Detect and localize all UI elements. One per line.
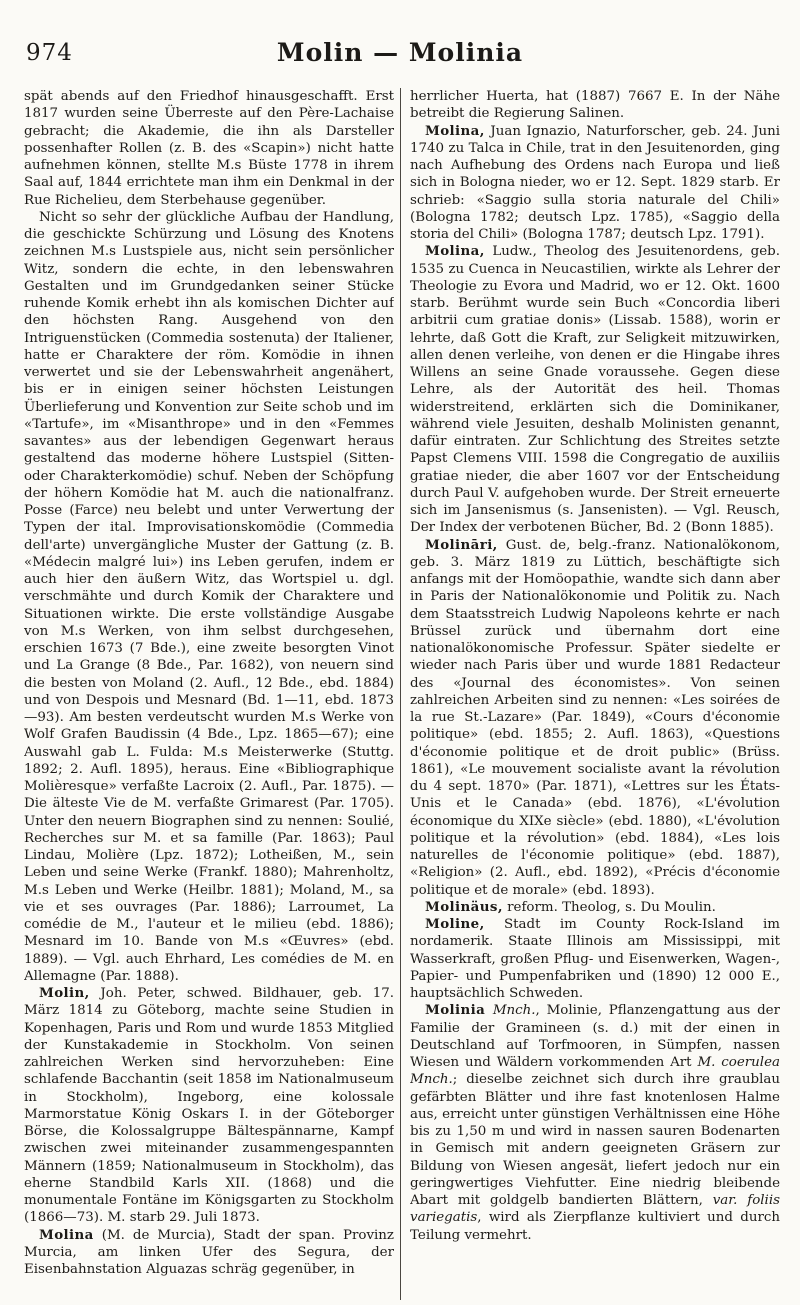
entry-molinia [410,1002,780,1244]
entry-moline [410,916,780,1002]
paragraph-text: Stadt im County Rock-Island im nordamerik. Staate Illinois am Mississippi, mit Wasserkraft, großen Pflug- und Eisenwerken, Wagen-, Papier- und Pumpenfabriken und (1890) 12 000 E., hauptsächlich Schweden. [410,917,780,1001]
entry-headword: Molinäus, [425,898,503,915]
entry-molina-naturforscher [410,123,780,244]
paragraph-text: , wird als Zierpflanze kultiviert und durch Teilung vermehrt. [410,1210,780,1243]
paragraph-continuation-moliere [24,88,394,209]
paragraph-text: , Molinie, Pflanzengattung aus der Familie der Gramineen (s. d.) mit der einen in Deutschland auf Torfmooren, in Sümpfen, nassen Wiesen und Wäldern vorkommenden Art [410,1003,780,1070]
botanical-authority: Mnch. [492,1003,536,1019]
species-name: M. coerulea Mnch. [410,1055,780,1088]
entry-headword: Molina, [425,122,485,139]
variety-name: var. foliis variegatis [410,1193,780,1226]
paragraph-text: Joh. Peter, schwed. Bildhauer, geb. 17. März 1814 zu Göteborg, machte seine Studien in Kopenhagen, Paris und Rom und wurde 1853 Mitglied der Kunstakademie in Stockholm. Von seinen zahlreichen Werken sind hervorzuheben: Eine schlafende Bacchantin (seit 1858 im Nationalmuseum in Stockholm), Ingeborg, eine kolossale Marmorstatue König Oskars I. in der Göteborger Börse, die Kolossalgruppe Bältespännarne, Kampf zwischen zwei miteinander zusammengespannten Männern (1859; Nationalmuseum in Stockholm), das eherne Standbild Karls XII. (1868) und die monumentale Fontäne im Königsgarten zu Stockholm (1866—73). M. starb 29. Juli 1873. [24,986,394,1226]
paragraph-text: Gust. de, belg.-franz. Nationalökonom, geb. 3. März 1819 zu Lüttich, beschäftigte sich anfangs mit der Homöopathie, wandte sich dann aber in Paris der Nationalökonomie und Politik zu. Nach dem Staatsstreich Ludwig Napoleons kehrte er nach Brüssel zurück und übernahm dort eine nationalökonomische Professur. Später siedelte er wieder nach Paris über und wurde 1881 Redacteur des «Journal des économistes». Von seinen zahlreichen Arbeiten sind zu nennen: «Les soirées de la rue St.-Lazare» (Par. 1849), «Cours d'économie politique» (ebd. 1855; 2. Aufl. 1863), «Questions d'économie politique et de droit public» (Brüss. 1861), «Le mouvement socialiste avant la révolution du 4 sept. 1870» (Par. 1871), «Lettres sur les États-Unis et le Canada» (ebd. 1876), «L'évolution économique du XIXe siècle» (ebd. 1880), «L'évolution politique et la révolution» (ebd. 1884), «Les lois naturelles de l'économie politique» (ebd. 1887), «Religion» (2. Aufl., ebd. 1892), «Précis d'économie politique et de morale» (ebd. 1893). [410,537,780,898]
entry-headword: Molina, [425,243,485,260]
entry-molinari [410,537,780,899]
right-column [410,88,780,1302]
paragraph-text: Nicht so sehr der glückliche Aufbau der Handlung, die geschickte Schürzung und Lösung des Knotens zeichnen M.s Lustspiele aus, nicht sein persönlicher Witz, sondern die echte, in den lebenswahren Gestalten und im Grundgedanken seiner Stücke ruhende Komik erhebt ihn als komischen Dichter auf den höchsten Rang. Ausgehend von den Intriguenstücken (Commedia sostenuta) der Italiener, hatte er Charaktere der röm. Komödie in ihnen verwertet und sie der Lebenswahrheit angenähert, bis er in einigen seiner höchsten Leistungen Überlieferung und Konvention zur Seite schob und im «Tartufe», im «Misanthrope» und in den «Femmes savantes» aus der lebendigen Gegenwart heraus gestaltend das moderne höhere Lustspiel (Sitten- oder Charakterkomödie) schuf. Neben der Schöpfung der höhern Komödie hat M. auch die nationalfranz. Posse (Farce) neu belebt und unter Verwertung der Typen der ital. Improvisationskomödie (Commedia dell'arte) unvergängliche Muster der Gattung (z. B. «Médecin malgré lui») ins Leben gerufen, indem er auch hier den äußern Witz, das Wortspiel u. dgl. verschmähte und durch Komik der Charaktere und Situationen wirkte. Die erste vollständige Ausgabe von M.s Werken, von ihm selbst durchgesehen, erschien 1673 (7 Bde.), eine zweite besorgten Vinot und La Grange (8 Bde., Par. 1682), von neuern sind die besten von Moland (2. Aufl., 12 Bde., ebd. 1884) und von Despois und Mesnard (Bd. 1—11, ebd. 1873—93). Am besten verdeutscht wurden M.s Werke von Wolf Grafen Baudissin (4 Bde., Lpz. 1865—67); eine Auswahl gab L. Fulda: M.s Meisterwerke (Stuttg. 1892; 2. Aufl. 1895), heraus. Eine «Bibliographique Molièresque» verfaßte Lacroix (2. Aufl., Par. 1875). — Die älteste Vie de M. verfaßte Grimarest (Par. 1705). Unter den neuern Biographen sind zu nennen: Soulié, Recherches sur M. et sa famille (Par. 1863); Paul Lindau, Molière (Lpz. 1872); Lotheißen, M., sein Leben und seine Werke (Frankf. 1880); Mahrenholtz, M.s Leben und Werke (Heilbr. 1881); Moland, M., sa vie et ses ouvrages (Par. 1886); Larroumet, La comédie de M., l'auteur et le milieu (ebd. 1886); Mesnard im 10. Bande von M.s «Œuvres» (ebd. 1889). — Vgl. auch Ehrhard, Les comédies de M. en Allemagne (Par. 1888). [24,209,394,984]
entry-headword: Molin, [39,985,90,1001]
entry-headword: Molināri, [425,536,498,553]
entry-molinaeus [410,899,780,916]
paragraph-text: reform. Theolog, s. Du Moulin. [502,899,716,915]
paragraph-text: (M. de Murcia), Stadt der span. Provinz Murcia, am linken Ufer des Segura, der Eisenbahnstation Alguazas schräg gegenüber, in [24,1227,394,1277]
entry-molina-murcia [24,1227,394,1279]
paragraph-text: Juan Ignazio, Naturforscher, geb. 24. Juni 1740 zu Talca in Chile, trat in den Jesuitenorden, ging nach Aufhebung des Ordens nach Europa und ließ sich in Bologna nieder, wo er 12. Sept. 1829 starb. Er schrieb: «Saggio sulla storia naturale del Chili» (Bologna 1782; deutsch Lpz. 1785), «Saggio della storia del Chili» (Bologna 1787; deutsch Lpz. 1791). [410,123,780,242]
left-column [24,88,394,1302]
paragraph-text: spät abends auf den Friedhof hinausgeschafft. Erst 1817 wurden seine Überreste auf den Père-Lachaise gebracht; die Akademie, die ihn als Darsteller possenhafter Rollen (z. B. des «Scapin») nicht hatte aufnehmen können, stellte M.s Büste 1778 in ihrem Saal auf, 1844 errichtete man ihm ein Denkmal in der Rue Richelieu, dem Sterbehause gegenüber. [24,89,394,208]
paragraph-moliere-criticism [24,209,394,985]
entry-headword: Molinia [425,1002,493,1019]
paragraph-text: ; dieselbe zeichnet sich durch ihre graublau gefärbten Blätter und ihre fast knotenlosen Halme aus, erreicht unter günstigen Verhältnissen eine Höhe bis zu 1,50 m und wird in nassen sauren Bodenarten in Gemisch mit andern geeigneten Gräsern zur Bildung von Wiesen angesät, liefert jedoch nur ein geringwertiges Viehfutter. Eine niedrig bleibende Abart mit goldgelb bandierten Blättern, [410,1072,780,1208]
paragraph-text: Ludw., Theolog des Jesuitenordens, geb. 1535 zu Cuenca in Neucastilien, wirkte als Lehrer der Theologie zu Evora und Madrid, wo er 12. Okt. 1600 starb. Berühmt wurde sein Buch «Concordia liberi arbitrii cum gratiae donis» (Lissab. 1588), worin er lehrte, daß Gott die Kraft, zur Seligkeit mitzuwirken, allen denen verleihe, von denen er die Hingabe ihres Willens an seine Gnade voraussehe. Gegen diese Lehre, als der Autorität des heil. Thomas widerstreitend, erklärten sich die Dominikaner, während viele Jesuiten, deshalb Molinisten genannt, dafür eintraten. Zur Schlichtung des Streites setzte Papst Clemens VIII. 1598 die Congregatio de auxiliis gratiae nieder, die aber 1607 vor der Entscheidung durch Paul V. aufgehoben wurde. Der Streit erneuerte sich im Jansenismus (s. Jansenisten). — Vgl. Reusch, Der Index der verbotenen Bücher, Bd. 2 (Bonn 1885). [410,244,780,536]
entry-headword: Molina [39,1226,94,1243]
entry-molin [24,985,394,1227]
entry-molina-theolog [410,243,780,536]
page-number: 974 [26,40,73,66]
paragraph-continuation-molina-murcia [410,88,780,123]
column-divider-rule [400,88,401,1300]
paragraph-text: herrlicher Huerta, hat (1887) 7667 E. In der Nähe betreibt die Regierung Salinen. [410,89,780,122]
running-head-title: Molin — Molinia [276,38,524,67]
entry-headword: Moline, [425,916,485,932]
